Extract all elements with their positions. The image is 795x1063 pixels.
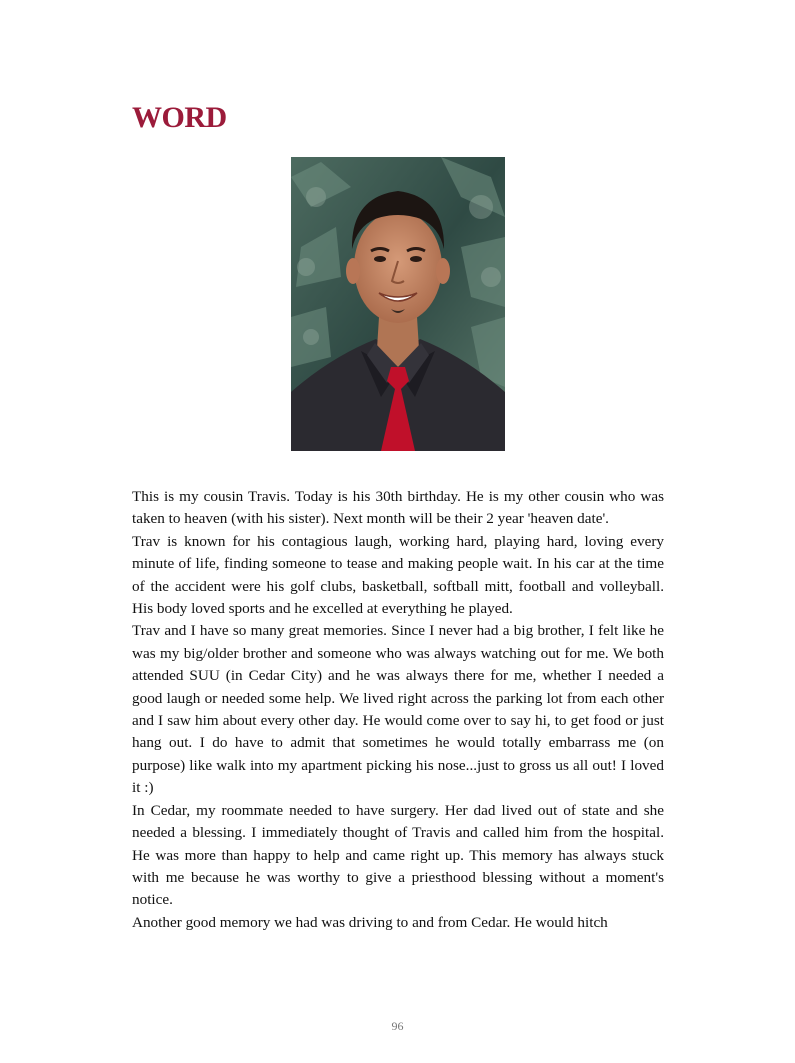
paragraph: Trav and I have so many great memories. Since I never had a big brother, I felt like he was my big/older brother and someone who was always watching out for me. We both attended SUU (in Cedar City) and he was always there for me, whether I needed a good laugh or needed some help. We lived right across the parking lot from each other and I saw him about every other day. He would come over to say hi, to get food or just hang out. I do have to admit that sometimes he would totally embarrass me (on purpose) like walk into my apartment picking his nose...just to gross us all out! I loved it :) xyxy=(132,622,664,797)
article-body xyxy=(132,486,664,934)
paragraph: Trav is known for his contagious laugh, working hard, playing hard, loving every minute of life, finding someone to tease and making people wait. In his car at the time of the accident were his golf clubs, basketball, softball mitt, football and volleyball. His body loved sports and he excelled at everything he played. xyxy=(132,532,664,618)
paragraph: Another good memory we had was driving to and from Cedar. He would hitch xyxy=(132,913,608,931)
portrait-photo xyxy=(291,157,505,451)
paragraph: In Cedar, my roommate needed to have surgery. Her dad lived out of state and she needed a blessing. I immediately thought of Travis and called him from the hospital. He was more than happy to help and came right up. This memory has always stuck with me because he was worthy to give a priesthood blessing without a moment's notice. xyxy=(132,801,664,909)
page-number: 96 xyxy=(391,1019,404,1033)
portrait-illustration xyxy=(291,157,505,451)
paragraph: This is my cousin Travis. Today is his 30th birthday. He is my other cousin who was taken to heaven (with his sister). Next month will be their 2 year 'heaven date'. xyxy=(132,488,664,528)
page-title: WORD xyxy=(132,101,227,134)
